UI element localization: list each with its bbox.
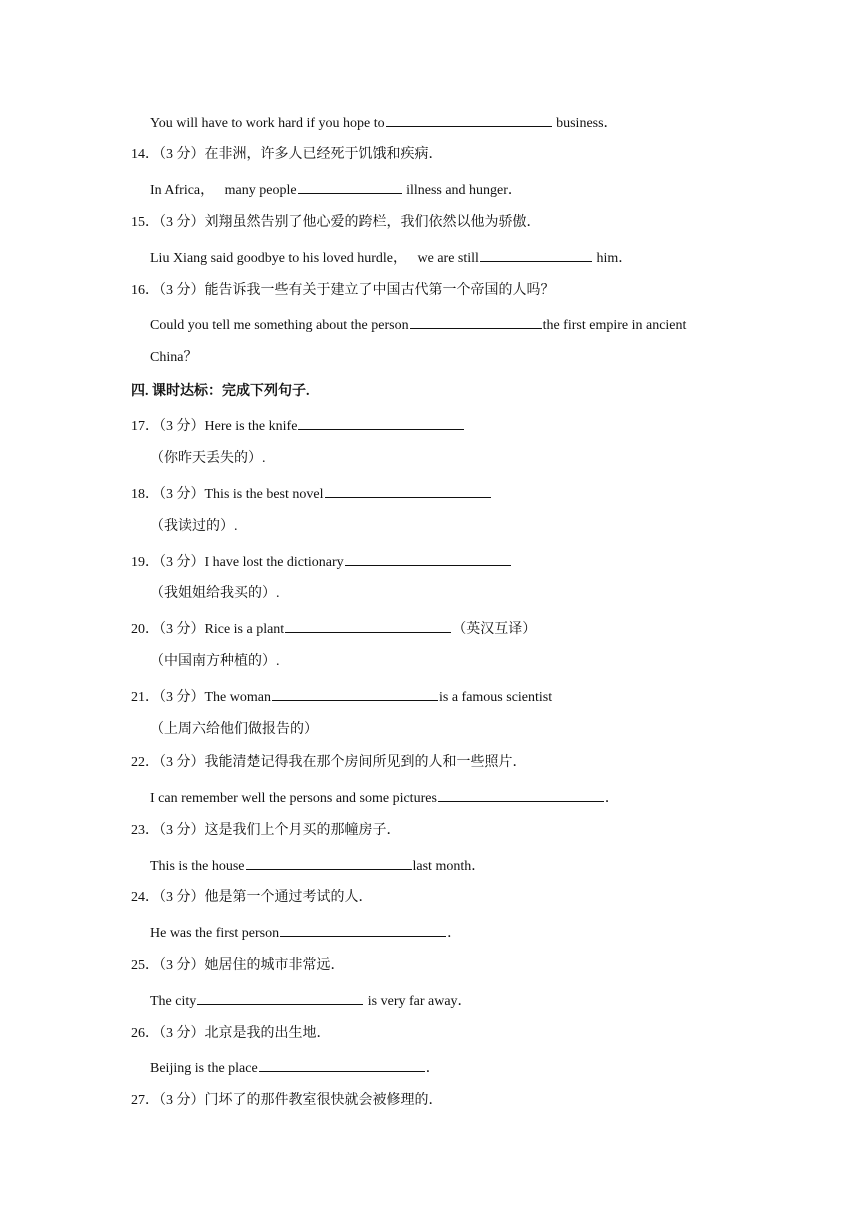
q25-english-sentence <box>150 990 472 1012</box>
q13-english-sentence <box>150 112 618 134</box>
q16-prompt: 16．（3 分）能告诉我一些有关于建立了中国古代第一个帝国的人吗？ <box>131 283 555 298</box>
sentence-text: 18．（3 分）This is the best novel <box>131 487 324 502</box>
sentence-text: ． <box>447 926 462 941</box>
q21-sentence <box>131 686 552 708</box>
answer-blank[interactable] <box>298 179 402 194</box>
q15-prompt: 15．（3 分）刘翔虽然告别了他心爱的跨栏，我们依然以他为骄傲． <box>131 215 541 230</box>
sentence-text: （英汉互译） <box>452 622 537 637</box>
q23-prompt: 23．（3 分）这是我们上个月买的那幢房子． <box>131 823 401 838</box>
sentence-text: I can remember well the persons and some pictures <box>150 791 437 806</box>
q20-hint: （中国南方种植的）. <box>150 654 280 669</box>
q22-english-sentence <box>150 787 619 809</box>
sentence-text: The city <box>150 994 197 1009</box>
q27-prompt: 27．（3 分）门坏了的那件教室很快就会被修理的． <box>131 1093 443 1108</box>
sentence-text: him． <box>592 251 633 266</box>
answer-blank[interactable] <box>438 787 604 802</box>
q18-sentence <box>131 483 492 505</box>
q16-english-sentence <box>150 314 686 336</box>
sentence-text: This is the house <box>150 859 245 874</box>
answer-blank[interactable] <box>280 922 446 937</box>
answer-blank[interactable] <box>325 483 491 498</box>
q14-english-sentence <box>150 179 522 201</box>
q24-english-sentence <box>150 922 461 944</box>
q26-english-sentence <box>150 1057 440 1079</box>
q20-sentence <box>131 618 536 640</box>
sentence-text: is a famous scientist <box>438 690 553 705</box>
q19-sentence <box>131 551 512 573</box>
sentence-text: In Africa， many people <box>150 183 297 198</box>
q17-hint: （你昨天丢失的）. <box>150 451 266 466</box>
sentence-text: last month． <box>412 859 486 874</box>
sentence-text: Beijing is the place <box>150 1061 258 1076</box>
sentence-text: You will have to work hard if you hope to <box>150 116 385 131</box>
answer-blank[interactable] <box>285 618 451 633</box>
q19-hint: （我姐姐给我买的）. <box>150 586 280 601</box>
sentence-text: 20．（3 分）Rice is a plant <box>131 622 285 637</box>
sentence-text: ． <box>604 791 619 806</box>
sentence-text: 21．（3 分）The woman <box>131 690 271 705</box>
sentence-text: 17．（3 分）Here is the knife <box>131 419 298 434</box>
answer-blank[interactable] <box>410 314 542 329</box>
answer-blank[interactable] <box>246 855 412 870</box>
q14-prompt: 14．（3 分）在非洲，许多人已经死于饥饿和疾病． <box>131 147 443 162</box>
sentence-text: Could you tell me something about the person <box>150 318 409 333</box>
q23-english-sentence <box>150 855 485 877</box>
sentence-text: Liu Xiang said goodbye to his loved hurdle， we are still <box>150 251 479 266</box>
sentence-text: ． <box>425 1061 440 1076</box>
q16-english-continuation: China？ <box>150 350 198 365</box>
answer-blank[interactable] <box>386 112 552 127</box>
sentence-text: illness and hunger． <box>402 183 522 198</box>
answer-blank[interactable] <box>480 247 592 262</box>
q25-prompt: 25．（3 分）她居住的城市非常远． <box>131 958 345 973</box>
answer-blank[interactable] <box>345 551 511 566</box>
sentence-text: business． <box>552 116 618 131</box>
q18-hint: （我读过的）. <box>150 519 238 534</box>
answer-blank[interactable] <box>197 990 363 1005</box>
q17-sentence <box>131 415 465 437</box>
sentence-text: 19．（3 分）I have lost the dictionary <box>131 555 344 570</box>
sentence-text: He was the first person <box>150 926 280 941</box>
section-heading: 四. 课时达标：完成下列句子. <box>131 384 310 399</box>
q24-prompt: 24．（3 分）他是第一个通过考试的人． <box>131 890 373 905</box>
sentence-text: is very far away． <box>364 994 472 1009</box>
q26-prompt: 26．（3 分）北京是我的出生地． <box>131 1026 331 1041</box>
answer-blank[interactable] <box>298 415 464 430</box>
q22-prompt: 22．（3 分）我能清楚记得我在那个房间所见到的人和一些照片． <box>131 755 527 770</box>
q15-english-sentence <box>150 247 632 269</box>
sentence-text: the first empire in ancient <box>542 318 687 333</box>
answer-blank[interactable] <box>272 686 438 701</box>
q21-hint: （上周六给他们做报告的） <box>150 722 318 737</box>
answer-blank[interactable] <box>259 1057 425 1072</box>
